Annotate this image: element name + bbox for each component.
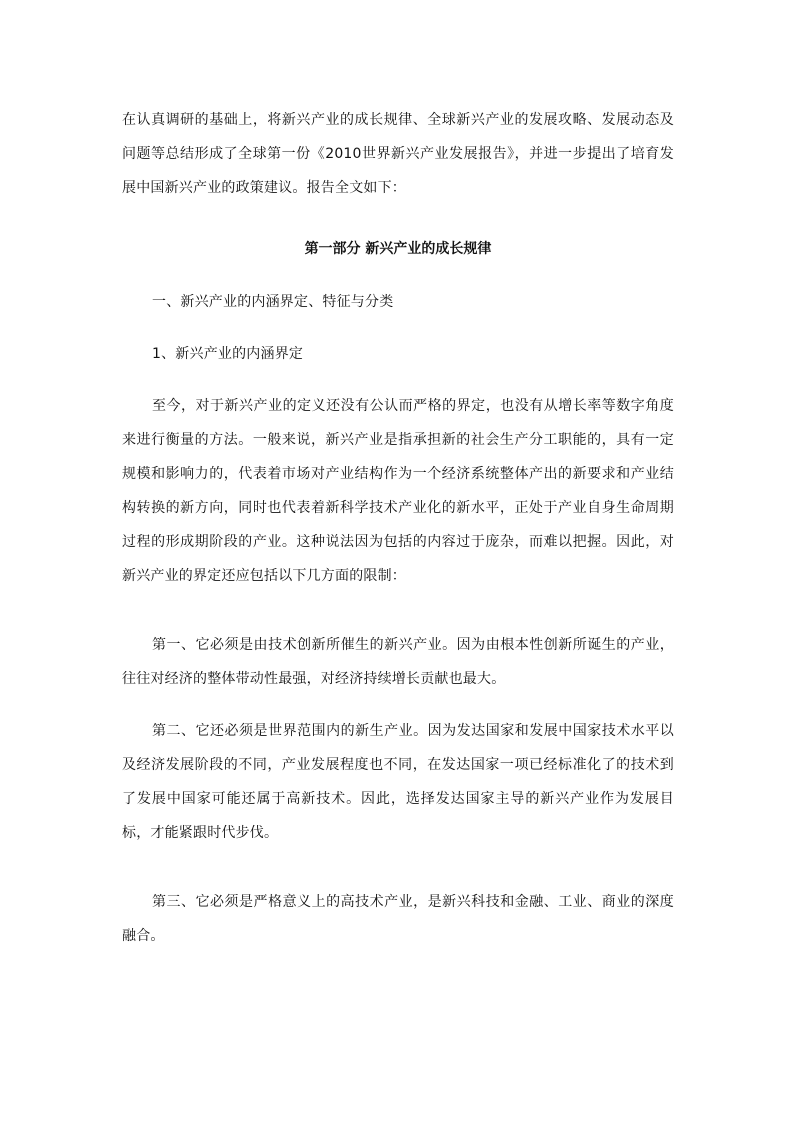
part-title: 第一部分 新兴产业的成长规律 [304,241,492,257]
paragraph-third-condition: 第三、它必须是严格意义上的高技术产业，是新兴科技和金融、工业、商业的深度融合。 [122,894,674,944]
paragraph-second-condition: 第二、它还必须是世界范围内的新生产业。因为发达国家和发展中国家技术水平以及经济发展阶段的不同，产业发展程度也不同，在发达国家一项已经标准化了的技术到了发展中国家可能还属于高新技术。因此，选择发达国家主导的新兴产业作为发展目标，才能紧跟时代步伐。 [122,723,674,841]
subsection-heading: 1、新兴产业的内涵界定 [152,346,304,362]
intro-paragraph: 在认真调研的基础上，将新兴产业的成长规律、全球新兴产业的发展攻略、发展动态及问题等总结形成了全球第一份《2010世界新兴产业发展报告》，并进一步提出了培育发展中国新兴产业的政策建议。报告全文如下： [122,112,674,196]
paragraph-definition: 至今，对于新兴产业的定义还没有公认而严格的界定，也没有从增长率等数字角度来进行衡量的方法。一般来说，新兴产业是指承担新的社会生产分工职能的，具有一定规模和影响力的，代表着市场对产业结构作为一个经济系统整体产出的新要求和产业结构转换的新方向，同时也代表着新科学技术产业化的新水平，正处于产业自身生命周期过程的形成期阶段的产业。这种说法因为包括的内容过于庞杂，而难以把握。因此，对新兴产业的界定还应包括以下几方面的限制： [122,398,674,584]
paragraph-first-condition: 第一、它必须是由技术创新所催生的新兴产业。因为由根本性创新所诞生的产业，往往对经济的整体带动性最强，对经济持续增长贡献也最大。 [122,637,674,687]
section-heading: 一、新兴产业的内涵界定、特征与分类 [152,294,394,310]
